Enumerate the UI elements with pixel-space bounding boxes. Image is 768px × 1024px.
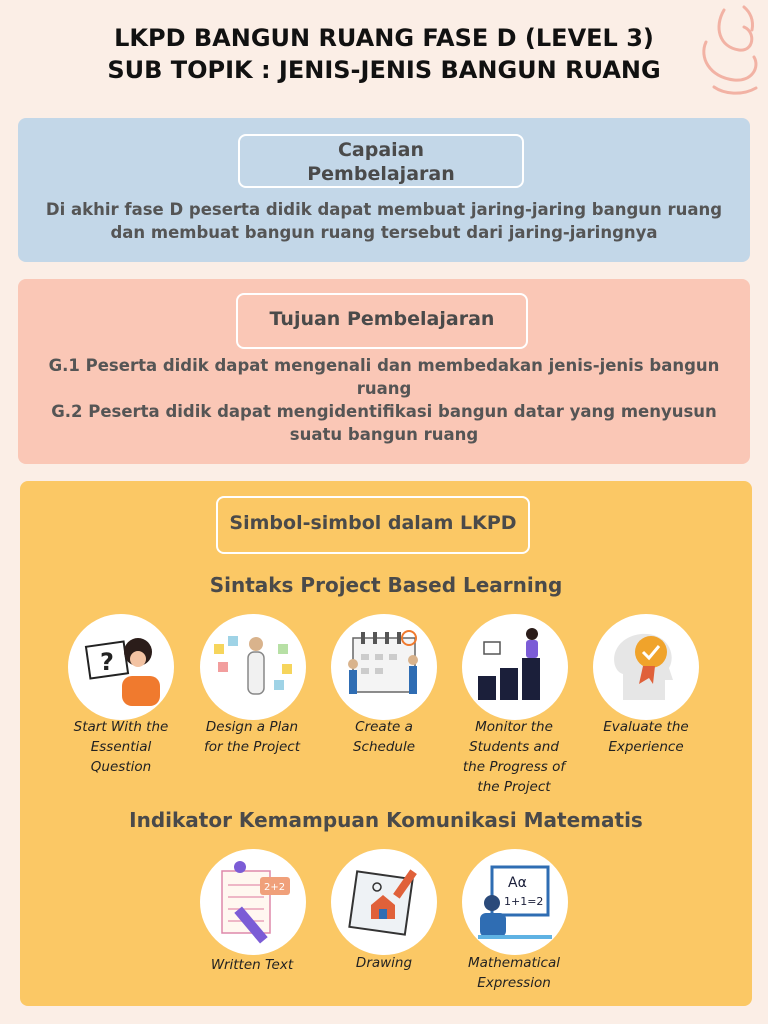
pbl-caption-1-line-3: Question (90, 759, 152, 775)
tujuan-g1-line-1: G.1 Peserta didik dapat mengenali dan membedakan jenis-jenis bangun (48, 356, 720, 375)
pbl-caption-4-line-4: the Project (477, 779, 551, 795)
capaian-text (28, 198, 740, 244)
title-line-1: LKPD BANGUN RUANG FASE D (LEVEL 3) (114, 24, 654, 52)
pbl-caption-3-line-1: Create a (355, 719, 413, 735)
svg-text:1+1=2: 1+1=2 (504, 895, 544, 908)
calendar-schedule-icon (331, 614, 437, 720)
ind-caption-3-line-2: Expression (477, 975, 551, 991)
pbl-caption-3-line-2: Schedule (352, 739, 416, 755)
written-text-notebook-icon (200, 849, 306, 955)
pbl-caption-4-line-3: the Progress of (462, 759, 566, 775)
tujuan-g2-line-2: suatu bangun ruang (289, 425, 479, 444)
tujuan-g1-line-2: ruang (356, 379, 412, 398)
ind-caption-3-line-1: Mathematical (468, 955, 560, 971)
pbl-caption-2-line-2: for the Project (203, 739, 301, 755)
ind-caption-3 (449, 953, 579, 993)
pbl-caption-2-line-1: Design a Plan (205, 719, 299, 735)
tujuan-g2-line-1: G.2 Peserta didik dapat mengidentifikasi bangun datar yang menyusun (51, 402, 717, 421)
capaian-text-line-2: dan membuat bangun ruang tersebut dari jaring-jaringnya (110, 223, 658, 242)
title-line-2: SUB TOPIK : JENIS-JENIS BANGUN RUANG (107, 56, 661, 84)
capaian-heading (238, 134, 524, 188)
pbl-caption-4-line-1: Monitor the (475, 719, 553, 735)
pbl-caption-5 (581, 717, 711, 757)
capaian-heading-line-1: Capaian (337, 139, 425, 161)
page-title (0, 22, 768, 86)
ind-caption-2 (319, 953, 449, 973)
pbl-caption-4-line-2: Students and (469, 739, 559, 755)
pbl-caption-1-line-1: Start With the (73, 719, 169, 735)
ind-caption-2-line-1: Drawing (355, 955, 413, 971)
ind-caption-1 (187, 955, 317, 975)
math-expression-board-icon (462, 849, 568, 955)
pbl-caption-1-line-2: Essential (90, 739, 152, 755)
progress-stairs-icon (462, 614, 568, 720)
simbol-panel (20, 481, 752, 1006)
pbl-caption-2 (187, 717, 317, 757)
svg-text:2+2: 2+2 (264, 882, 286, 893)
simbol-heading: Simbol-simbol dalam LKPD (216, 496, 530, 554)
drawing-canvas-icon (331, 849, 437, 955)
planning-board-icon (200, 614, 306, 720)
pbl-caption-1 (56, 717, 186, 777)
question-person-icon (68, 614, 174, 720)
tujuan-panel (18, 279, 750, 464)
capaian-panel (18, 118, 750, 262)
decorative-swirl-icon (684, 2, 764, 102)
pbl-caption-5-line-2: Experience (608, 739, 684, 755)
capaian-text-line-1: Di akhir fase D peserta didik dapat membuat jaring-jaring bangun ruang (45, 200, 723, 219)
pbl-caption-3 (319, 717, 449, 757)
ind-caption-1-line-1: Written Text (210, 957, 294, 973)
tujuan-heading: Tujuan Pembelajaran (236, 293, 528, 349)
svg-text:?: ? (100, 648, 114, 676)
capaian-heading-line-2: Pembelajaran (307, 163, 455, 185)
tujuan-text (28, 354, 740, 446)
indikator-heading: Indikator Kemampuan Komunikasi Matematis (129, 808, 643, 832)
svg-text:Aα: Aα (508, 875, 527, 891)
evaluation-head-badge-icon (593, 614, 699, 720)
pbl-heading: Sintaks Project Based Learning (209, 573, 563, 597)
pbl-caption-5-line-1: Evaluate the (603, 719, 689, 735)
pbl-caption-4 (449, 717, 579, 797)
